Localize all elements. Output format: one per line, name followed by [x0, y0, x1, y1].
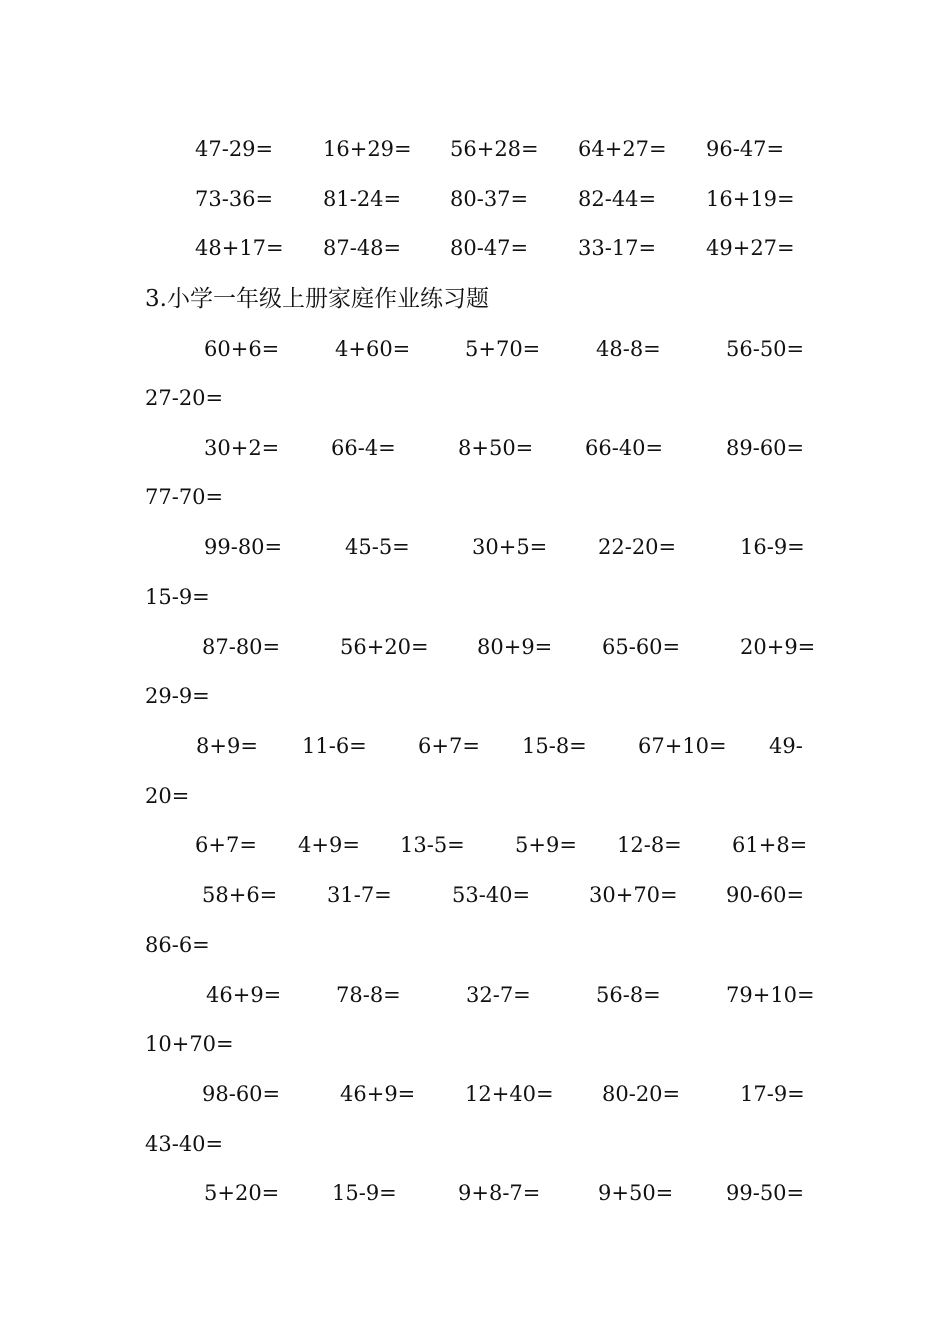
problem: 46+9= — [206, 983, 282, 1007]
problem: 49+27= — [706, 236, 795, 260]
problem: 4+60= — [335, 337, 411, 361]
problem: 5+9= — [515, 833, 577, 857]
problem: 8+9= — [196, 734, 258, 758]
problem: 99-50= — [726, 1181, 805, 1205]
problem: 15-8= — [522, 734, 587, 758]
problem: 60+6= — [204, 337, 280, 361]
problem: 33-17= — [578, 236, 657, 260]
problem: 12+40= — [465, 1082, 554, 1106]
problem: 78-8= — [336, 983, 401, 1007]
problem: 80-20= — [602, 1082, 681, 1106]
problem: 22-20= — [598, 535, 677, 559]
problem-row — [0, 1029, 950, 1059]
problem: 4+9= — [298, 833, 360, 857]
problem: 61+8= — [732, 833, 808, 857]
problem-row — [0, 830, 950, 860]
problem-row — [0, 134, 950, 164]
problem: 8+50= — [458, 436, 534, 460]
problem: 90-60= — [726, 883, 805, 907]
problem: 56+28= — [450, 137, 539, 161]
problem-row — [0, 1079, 950, 1109]
problem: 45-5= — [345, 535, 410, 559]
problem: 13-5= — [400, 833, 465, 857]
problem: 66-40= — [585, 436, 664, 460]
problem: 53-40= — [452, 883, 531, 907]
problem: 30+5= — [472, 535, 548, 559]
problem-row — [0, 731, 950, 761]
problem-row — [0, 980, 950, 1010]
problem: 29-9= — [145, 684, 210, 708]
problem: 27-20= — [145, 386, 224, 410]
problem: 16+29= — [323, 137, 412, 161]
problem: 6+7= — [195, 833, 257, 857]
problem-row — [0, 781, 950, 811]
problem-row — [0, 334, 950, 364]
problem: 87-48= — [323, 236, 402, 260]
problem: 47-29= — [195, 137, 274, 161]
problem: 73-36= — [195, 187, 274, 211]
problem-row — [0, 482, 950, 512]
problem: 67+10= — [638, 734, 727, 758]
problem-row — [0, 383, 950, 413]
problem: 10+70= — [145, 1032, 234, 1056]
problem: 17-9= — [740, 1082, 805, 1106]
problem: 99-80= — [204, 535, 283, 559]
problem: 87-80= — [202, 635, 281, 659]
problem-row — [0, 681, 950, 711]
problem: 6+7= — [418, 734, 480, 758]
problem-row — [0, 433, 950, 463]
problem: 64+27= — [578, 137, 667, 161]
problem: 30+70= — [589, 883, 678, 907]
problem: 30+2= — [204, 436, 280, 460]
problem-row — [0, 1178, 950, 1208]
problem: 98-60= — [202, 1082, 281, 1106]
problem-row — [0, 233, 950, 263]
problem: 89-60= — [726, 436, 805, 460]
problem-row — [0, 1129, 950, 1159]
problem: 9+8-7= — [458, 1181, 541, 1205]
problem: 65-60= — [602, 635, 681, 659]
problem: 16+19= — [706, 187, 795, 211]
problem: 79+10= — [726, 983, 815, 1007]
problem: 82-44= — [578, 187, 657, 211]
problem-row — [0, 880, 950, 910]
problem: 58+6= — [202, 883, 278, 907]
problem: 9+50= — [598, 1181, 674, 1205]
problem: 5+70= — [465, 337, 541, 361]
problem: 66-4= — [331, 436, 396, 460]
problem-row — [0, 532, 950, 562]
problem: 15-9= — [332, 1181, 397, 1205]
problem: 20= — [145, 784, 190, 808]
problem: 32-7= — [466, 983, 531, 1007]
problem: 11-6= — [302, 734, 367, 758]
problem: 56+20= — [340, 635, 429, 659]
problem-row — [0, 582, 950, 612]
problem-row — [0, 930, 950, 960]
problem: 46+9= — [340, 1082, 416, 1106]
section-title: 3.小学一年级上册家庭作业练习题 — [145, 286, 489, 312]
problem: 81-24= — [323, 187, 402, 211]
problem: 80-47= — [450, 236, 529, 260]
problem: 43-40= — [145, 1132, 224, 1156]
problem: 20+9= — [740, 635, 816, 659]
problem: 77-70= — [145, 485, 224, 509]
problem: 96-47= — [706, 137, 785, 161]
problem: 56-50= — [726, 337, 805, 361]
problem: 31-7= — [327, 883, 392, 907]
problem: 56-8= — [596, 983, 661, 1007]
problem: 80-37= — [450, 187, 529, 211]
problem: 12-8= — [617, 833, 682, 857]
problem-row — [0, 632, 950, 662]
problem: 49- — [769, 734, 803, 758]
problem: 86-6= — [145, 933, 210, 957]
problem: 16-9= — [740, 535, 805, 559]
problem: 5+20= — [204, 1181, 280, 1205]
problem: 15-9= — [145, 585, 210, 609]
problem: 48+17= — [195, 236, 284, 260]
problem: 80+9= — [477, 635, 553, 659]
problem: 48-8= — [596, 337, 661, 361]
problem-row — [0, 184, 950, 214]
